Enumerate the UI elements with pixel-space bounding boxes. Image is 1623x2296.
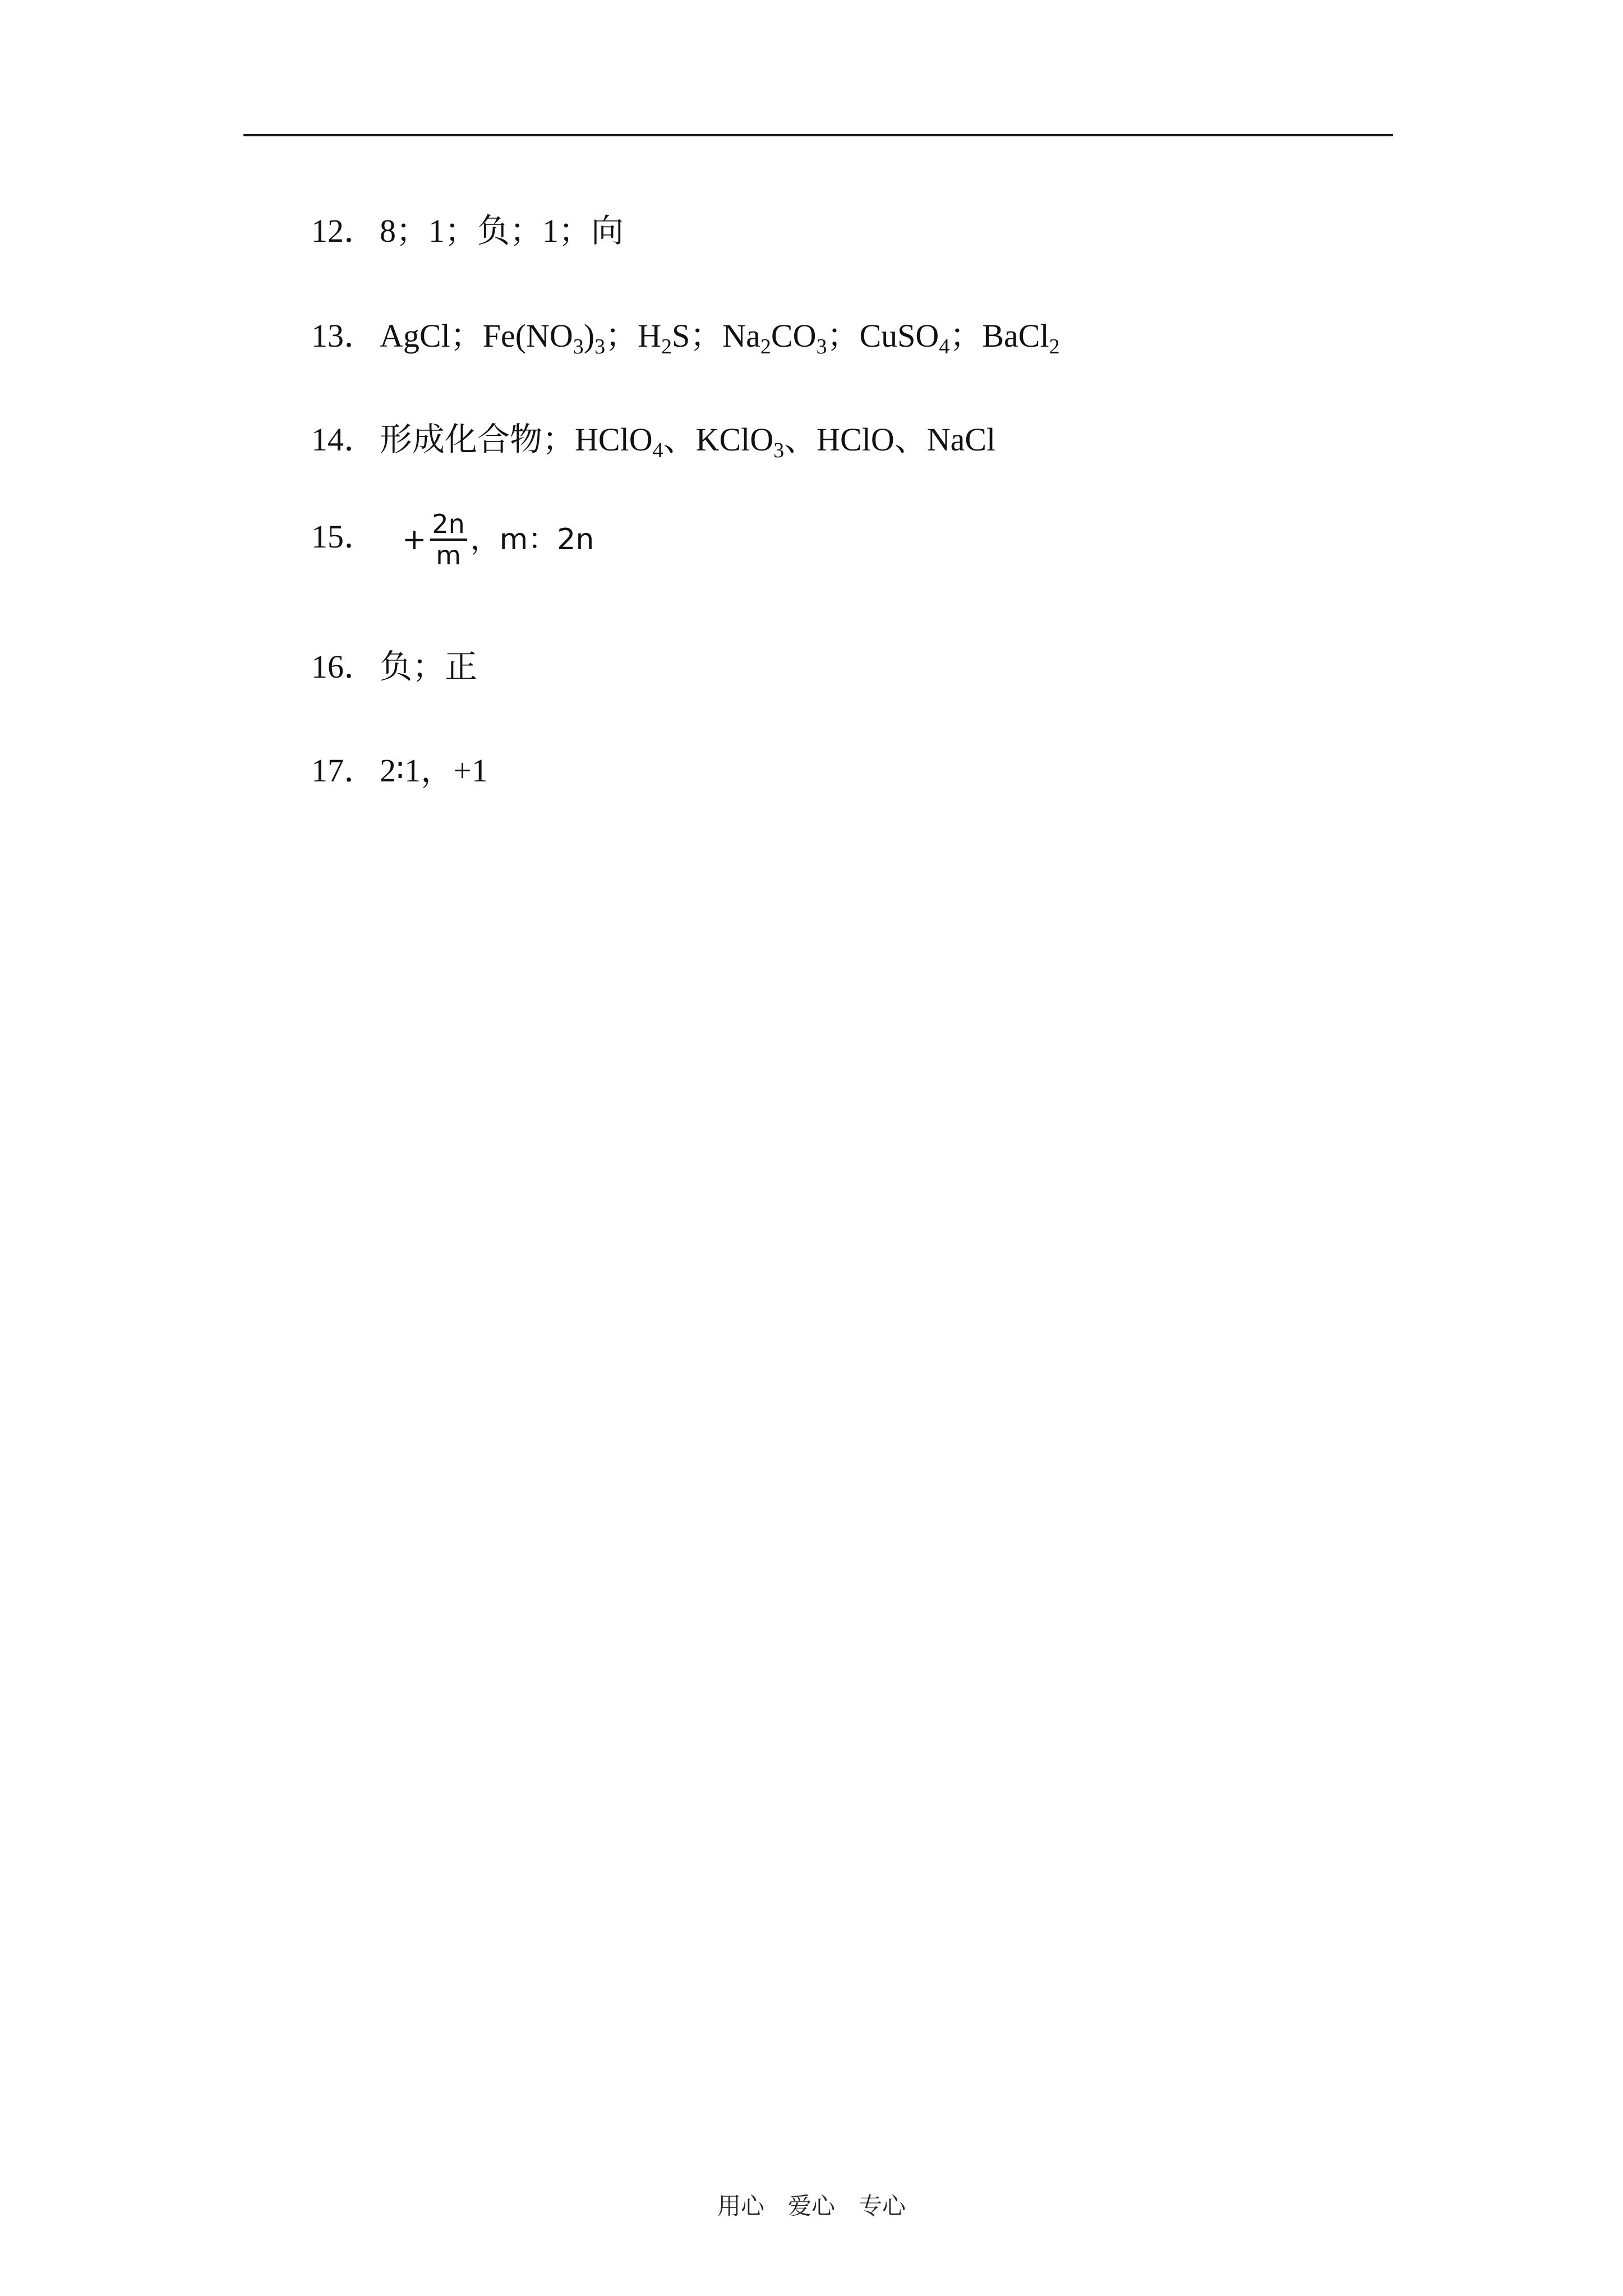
- formula-sign: +: [402, 523, 427, 557]
- answer-text: 负；正: [380, 648, 478, 685]
- answer-text: 2∶1，+1: [380, 752, 488, 789]
- answer-12: [311, 215, 624, 247]
- answer-16: [311, 648, 478, 685]
- answer-number: 13．: [311, 318, 377, 354]
- answer-number: 12．: [311, 213, 377, 249]
- fraction-denominator: m: [436, 540, 461, 571]
- formula-tail: ，m：2n: [470, 523, 594, 557]
- header-rule: [243, 134, 1393, 136]
- fraction: [430, 510, 467, 569]
- answer-text: 形成化合物；HClO$_4$、KClO$_3$、HClO、NaCl: [380, 421, 996, 462]
- answer-text: AgCl；$Fe(NO_3)_3$；$H_2S$；$Na_2CO_3$；CuSO$_4$；BaCl$_2$: [380, 318, 1060, 358]
- answer-15: [311, 510, 594, 569]
- fraction-numerator: 2n: [432, 509, 465, 539]
- answer-number: 16．: [311, 648, 377, 685]
- answer-17: [311, 754, 488, 787]
- answer-number: 15．: [311, 518, 377, 555]
- answer-number: 17．: [311, 752, 377, 789]
- answer-text: 8；1；负；1；向: [380, 213, 624, 249]
- answer-13: [311, 318, 1060, 358]
- answer-14: [311, 421, 996, 462]
- answer-number: 14．: [311, 421, 377, 458]
- fraction-formula: [402, 510, 594, 569]
- page-footer: 用心 爱心 专心: [717, 2192, 906, 2220]
